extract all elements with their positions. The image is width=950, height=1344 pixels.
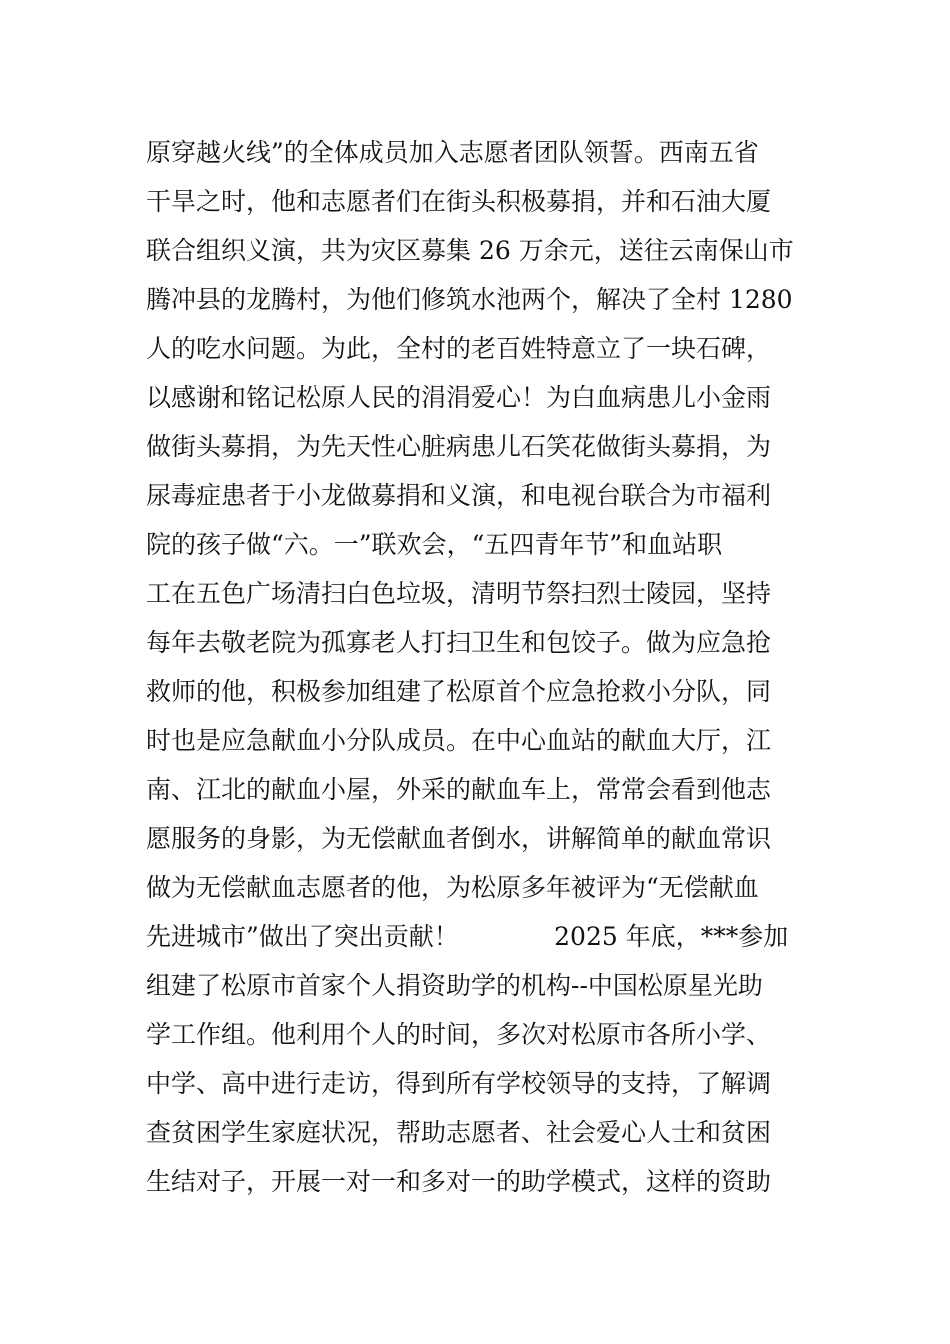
text-line: 做街头募捐，为先天性心脏病患儿石笑花做街头募捐，为 <box>146 432 772 461</box>
text-line: 先进城市”做出了突出贡献！ 2025 年底，***参加 <box>146 922 789 951</box>
text-line: 原穿越火线”的全体成员加入志愿者团队领誓。西南五省 <box>146 138 759 167</box>
text-line: 腾冲县的龙腾村，为他们修筑水池两个，解决了全村 1280 <box>146 285 793 314</box>
text-line: 愿服务的身影，为无偿献血者倒水，讲解简单的献血常识 <box>146 824 772 853</box>
text-line: 尿毒症患者于小龙做募捐和义演，和电视台联合为市福利 <box>146 481 772 510</box>
text-line: 每年去敬老院为孤寡老人打扫卫生和包饺子。做为应急抢 <box>146 628 772 657</box>
text-line: 时也是应急献血小分队成员。在中心血站的献血大厅，江 <box>146 726 772 755</box>
text-line: 干旱之时，他和志愿者们在街头积极募捐，并和石油大厦 <box>146 187 772 216</box>
text-line: 人的吃水问题。为此，全村的老百姓特意立了一块石碑， <box>146 334 772 363</box>
body-text <box>146 128 810 1206</box>
text-line: 查贫困学生家庭状况，帮助志愿者、社会爱心人士和贫困 <box>146 1118 772 1147</box>
text-line: 工在五色广场清扫白色垃圾，清明节祭扫烈士陵园，坚持 <box>146 579 772 608</box>
text-line: 中学、高中进行走访，得到所有学校领导的支持，了解调 <box>146 1069 772 1098</box>
text-line: 生结对子，开展一对一和多对一的助学模式，这样的资助 <box>146 1167 772 1196</box>
text-line: 南、江北的献血小屋，外采的献血车上，常常会看到他志 <box>146 775 772 804</box>
text-line: 学工作组。他利用个人的时间，多次对松原市各所小学、 <box>146 1020 772 1049</box>
text-line: 联合组织义演，共为灾区募集 26 万余元，送往云南保山市 <box>146 236 794 265</box>
text-line: 以感谢和铭记松原人民的涓涓爱心！为白血病患儿小金雨 <box>146 383 772 412</box>
text-line: 组建了松原市首家个人捐资助学的机构--中国松原星光助 <box>146 971 763 1000</box>
text-line: 救师的他，积极参加组建了松原首个应急抢救小分队，同 <box>146 677 772 706</box>
text-line: 院的孩子做“六。一”联欢会，“五四青年节”和血站职 <box>146 530 723 559</box>
text-line: 做为无偿献血志愿者的他，为松原多年被评为“无偿献血 <box>146 873 759 902</box>
